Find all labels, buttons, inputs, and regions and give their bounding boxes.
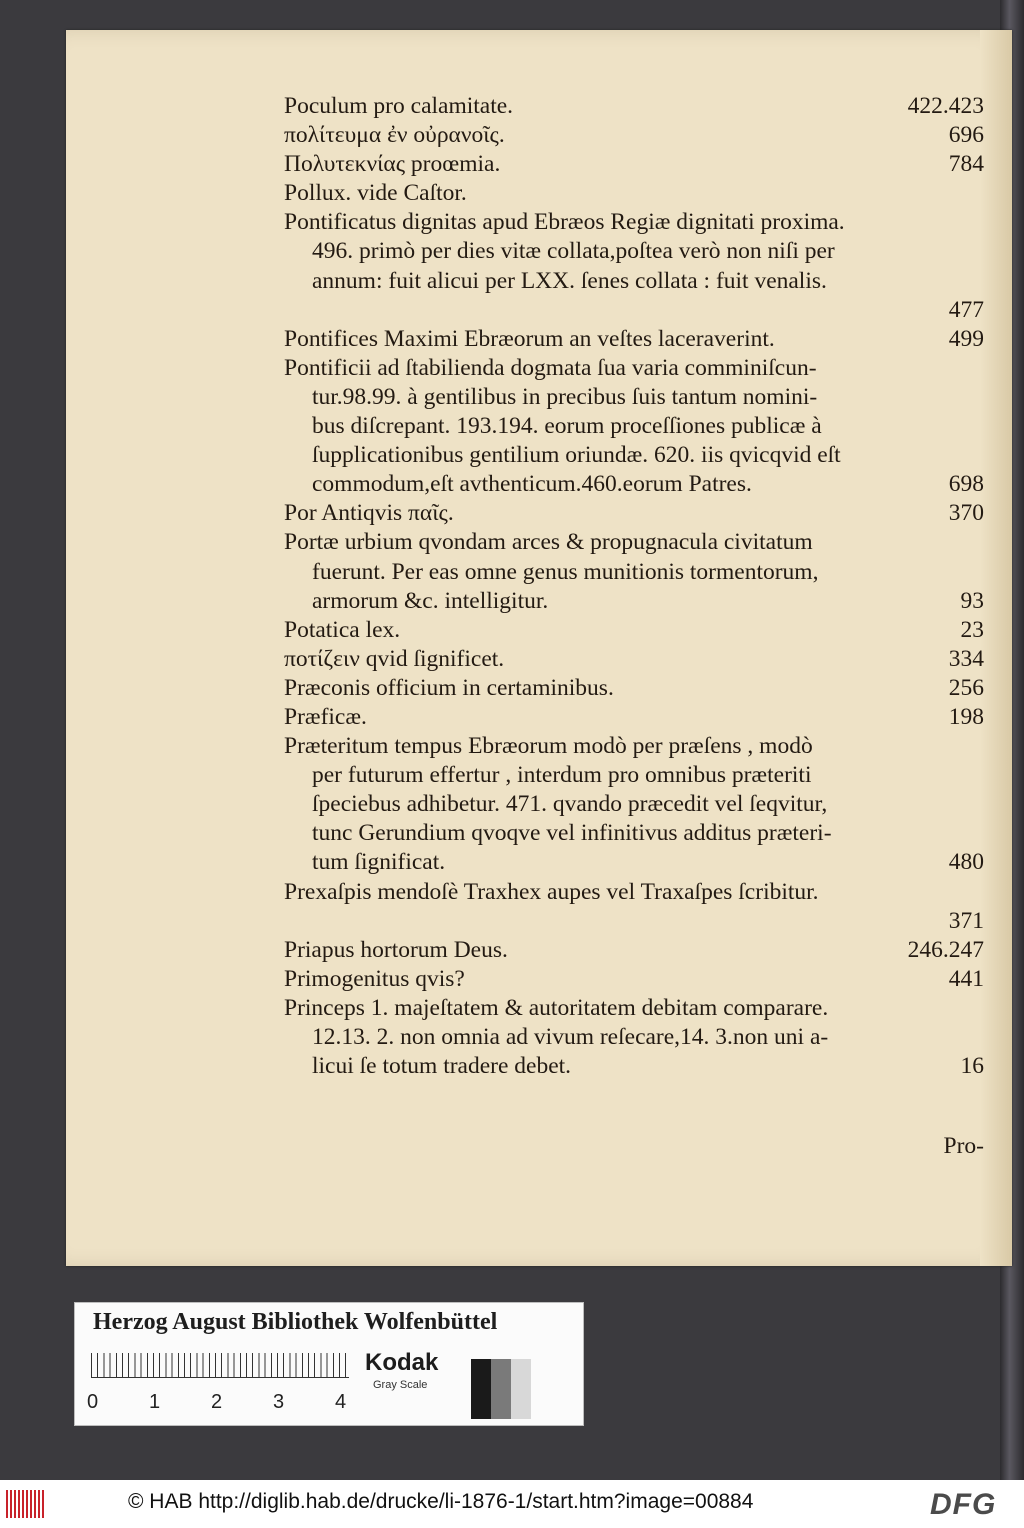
index-entry [284, 703, 984, 732]
entry-headword-line [284, 499, 984, 528]
entry-text: armorum &c. intelligitur. [312, 587, 549, 614]
entry-headword-line [284, 878, 984, 907]
index-entry [284, 354, 984, 499]
index-entry [284, 616, 984, 645]
entry-text: Pontificatus dignitas apud Ebræos Regiæ dignitati proxima. [284, 209, 845, 236]
copyright-url[interactable]: © HAB http://diglib.hab.de/drucke/li-1876-1/start.htm?image=00884 [128, 1490, 754, 1513]
index-entry [284, 674, 984, 703]
entry-text: per futurum effertur , interdum pro omnibus præteriti [312, 762, 812, 789]
index-entry [284, 325, 984, 354]
entry-continuation-line [284, 1023, 984, 1052]
entry-text: tum ſignificat. [312, 849, 446, 876]
entry-continuation-line [284, 848, 984, 877]
entry-text: fuerunt. Per eas omne genus munitionis tormentorum, [312, 558, 819, 585]
index-entries [284, 92, 984, 1081]
entry-headword-line [284, 732, 984, 761]
entry-text: Priapus hortorum Deus. [284, 936, 508, 963]
index-entry [284, 645, 984, 674]
entry-continuation-line [284, 587, 984, 616]
entry-continuation-line [284, 790, 984, 819]
page-reference: 246.247 [907, 936, 984, 963]
entry-text: Por Antiqvis παῖς. [284, 500, 454, 527]
entry-text: ſupplicationibus gentilium oriundæ. 620. iis qvicqvid eſt [312, 442, 841, 469]
entry-headword-line [284, 528, 984, 557]
entry-text: tur.98.99. à gentilibus in precibus ſuis tantum nomini- [312, 383, 818, 410]
ruler-number: 4 [335, 1391, 347, 1413]
entry-text: licui ſe totum tradere debet. [312, 1053, 572, 1080]
page-reference: 499 [948, 325, 984, 352]
index-entry [284, 878, 984, 936]
entry-continuation-line [284, 470, 984, 499]
color-reference-plate [74, 1302, 584, 1426]
page-reference: 784 [948, 151, 984, 178]
page-reference: 422.423 [907, 93, 984, 119]
page-reference: 371 [948, 907, 984, 934]
index-entry [284, 965, 984, 994]
entry-text: 496. primò per dies vitæ collata,poſtea verò non niſi per [312, 238, 835, 265]
gray-patch-light [511, 1359, 531, 1419]
index-entry [284, 150, 984, 179]
page-reference: 698 [948, 471, 984, 498]
entry-headword-line [284, 179, 984, 208]
index-entry [284, 936, 984, 965]
page-reference: 441 [948, 965, 984, 992]
entry-text: Poculum pro calamitate. [284, 93, 514, 119]
scale-ruler [91, 1353, 349, 1378]
page-reference: 477 [948, 296, 984, 323]
footer-bar [0, 1480, 1024, 1528]
entry-text: Portæ urbium qvondam arces & propugnacula civitatum [284, 529, 813, 556]
entry-headword-line [284, 616, 984, 645]
entry-headword-line [284, 965, 984, 994]
index-entry [284, 732, 984, 877]
hab-barcode-icon [6, 1490, 46, 1518]
entry-continuation-line [284, 383, 984, 412]
gray-patch-dark [471, 1359, 491, 1419]
page-reference: 370 [948, 500, 984, 527]
entry-text: tunc Gerundium qvoqve vel infinitivus additus præteri- [312, 820, 832, 847]
entry-headword-line [284, 354, 984, 383]
index-entry [284, 528, 984, 615]
entry-text: Πολυτεκνίας proœmia. [284, 151, 501, 178]
entry-continuation-line [284, 819, 984, 848]
entry-text: πολίτευμα ἐν οὐρανοῖς. [284, 122, 505, 149]
entry-headword-line [284, 121, 984, 150]
entry-headword-line [284, 92, 984, 121]
entry-headword-line [284, 703, 984, 732]
entry-text: commodum,eſt avthenticum.460.eorum Patres. [312, 471, 752, 498]
entry-page-line [284, 296, 984, 325]
entry-text: Pontificii ad ſtabilienda dogmata ſua varia comminiſcun- [284, 354, 817, 381]
entry-text: Primogenitus qvis? [284, 965, 465, 992]
entry-headword-line [284, 325, 984, 354]
page-reference: 93 [960, 587, 984, 614]
page-fold-shadow [980, 30, 1012, 1266]
page-reference: 256 [948, 674, 984, 701]
entry-text: bus diſcrepant. 193.194. eorum proceſſiones publicæ à [312, 413, 822, 440]
ruler-number: 2 [211, 1391, 223, 1413]
entry-continuation-line [284, 412, 984, 441]
gray-scale-label: Gray Scale [373, 1379, 428, 1391]
entry-continuation-line [284, 558, 984, 587]
entry-headword-line [284, 674, 984, 703]
index-entry [284, 499, 984, 528]
entry-page-line [284, 907, 984, 936]
page-reference: 23 [960, 616, 984, 643]
entry-text: Præficæ. [284, 703, 367, 730]
entry-continuation-line [284, 237, 984, 266]
entry-continuation-line [284, 761, 984, 790]
entry-text: Potatica lex. [284, 616, 401, 643]
entry-text: Pollux. vide Caſtor. [284, 180, 467, 207]
ruler-number: 0 [87, 1391, 99, 1413]
entry-text: ποτίζειν qvid ſignificet. [284, 645, 505, 672]
plate-title: Herzog August Bibliothek Wolfenbüttel [93, 1309, 498, 1335]
catchword-line [284, 1132, 984, 1161]
index-entry [284, 208, 984, 324]
entry-headword-line [284, 208, 984, 237]
ruler-number: 1 [149, 1391, 161, 1413]
index-entry [284, 92, 984, 121]
ruler-number: 3 [273, 1391, 285, 1413]
entry-headword-line [284, 994, 984, 1023]
entry-headword-line [284, 645, 984, 674]
entry-text: Pontifices Maximi Ebræorum an veſtes laceraverint. [284, 325, 775, 352]
entry-headword-line [284, 936, 984, 965]
entry-text: Præteritum tempus Ebræorum modò per præſens , modò [284, 733, 813, 760]
kodak-logo: Kodak [365, 1349, 439, 1376]
index-entry [284, 994, 984, 1081]
entry-text: ſpeciebus adhibetur. 471. qvando præcedit vel ſeqvitur, [312, 791, 828, 818]
page-reference: 480 [948, 849, 984, 876]
entry-continuation-line [284, 1052, 984, 1081]
entry-text: annum: fuit alicui per LXX. ſenes collata : fuit venalis. [312, 267, 827, 294]
page-reference: 16 [960, 1053, 984, 1080]
catchword: Pro- [943, 1133, 984, 1159]
entry-text: Princeps 1. majeſtatem & autoritatem debitam comparare. [284, 994, 829, 1021]
page-reference: 334 [948, 645, 984, 672]
dfg-logo: DFG [930, 1488, 997, 1521]
index-entry [284, 179, 984, 208]
entry-text: 12.13. 2. non omnia ad vivum reſecare,14. 3.non uni a- [312, 1024, 829, 1050]
entry-text: Prexaſpis mendoſè Traxhex aupes vel Traxaſpes ſcribitur. [284, 878, 819, 905]
entry-text: Præconis officium in certaminibus. [284, 674, 614, 701]
page-reference: 198 [948, 703, 984, 730]
entry-headword-line [284, 150, 984, 179]
index-entry [284, 121, 984, 150]
entry-continuation-line [284, 441, 984, 470]
gray-patch-mid [491, 1359, 511, 1419]
entry-continuation-line [284, 267, 984, 296]
page-reference: 696 [948, 122, 984, 149]
